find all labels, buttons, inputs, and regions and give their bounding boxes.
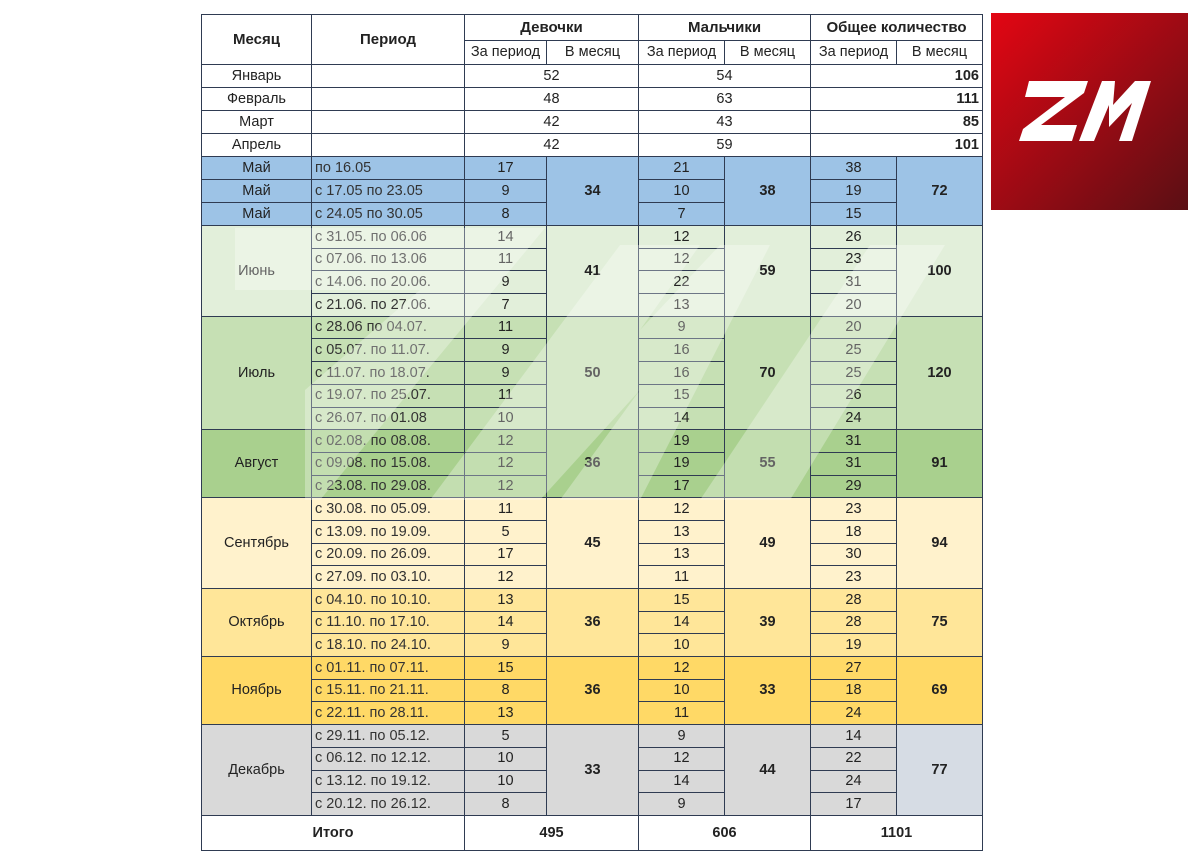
month-cell: Май (202, 203, 312, 226)
period-cell (312, 111, 465, 134)
month-cell: Февраль (202, 88, 312, 111)
boys-period-cell: 14 (639, 611, 725, 634)
girls-period-cell: 8 (465, 793, 547, 816)
girls-period-cell: 9 (465, 180, 547, 203)
total-period-cell: 20 (811, 294, 897, 317)
total-period-cell: 20 (811, 316, 897, 339)
girls-period-cell: 12 (465, 452, 547, 475)
table-row (202, 157, 983, 180)
boys-period-cell: 12 (639, 747, 725, 770)
boys-cell: 59 (639, 134, 811, 157)
boys-cell: 54 (639, 65, 811, 88)
period-cell: с 14.06. по 20.06. (312, 271, 465, 294)
period-cell: с 28.06 по 04.07. (312, 316, 465, 339)
period-cell: с 01.11. по 07.11. (312, 657, 465, 680)
total-cell: 85 (811, 111, 983, 134)
period-cell: с 21.06. по 27.06. (312, 294, 465, 317)
table-row (202, 134, 983, 157)
total-period-cell: 27 (811, 657, 897, 680)
total-period-cell: 23 (811, 566, 897, 589)
total-period-cell: 28 (811, 589, 897, 612)
boys-month-cell: 38 (725, 157, 811, 226)
boys-period-cell: 17 (639, 475, 725, 498)
header-girls: Девочки (465, 15, 639, 41)
girls-period-cell: 8 (465, 203, 547, 226)
table-row (202, 430, 983, 453)
period-cell: с 23.08. по 29.08. (312, 475, 465, 498)
month-cell: Октябрь (202, 589, 312, 657)
boys-period-cell: 14 (639, 770, 725, 793)
boys-period-cell: 13 (639, 294, 725, 317)
girls-period-cell: 17 (465, 157, 547, 180)
total-month-cell: 94 (897, 498, 983, 589)
girls-period-cell: 10 (465, 747, 547, 770)
girls-month-cell: 41 (547, 226, 639, 317)
month-cell: Сентябрь (202, 498, 312, 589)
month-cell: Май (202, 157, 312, 180)
girls-period-cell: 9 (465, 634, 547, 657)
period-cell: с 19.07. по 25.07. (312, 384, 465, 407)
period-cell: с 02.08. по 08.08. (312, 430, 465, 453)
girls-month-cell: 45 (547, 498, 639, 589)
total-period-cell: 22 (811, 747, 897, 770)
period-cell: с 11.07. по 18.07. (312, 362, 465, 385)
boys-period-cell: 15 (639, 384, 725, 407)
total-period-cell: 31 (811, 430, 897, 453)
girls-period-cell: 10 (465, 770, 547, 793)
boys-period-cell: 10 (639, 634, 725, 657)
total-period-cell: 25 (811, 362, 897, 385)
total-period-cell: 31 (811, 452, 897, 475)
header-period: Период (312, 15, 465, 65)
boys-period-cell: 9 (639, 725, 725, 748)
footer-girls: 495 (465, 815, 639, 850)
period-cell (312, 65, 465, 88)
period-cell: с 05.07. по 11.07. (312, 339, 465, 362)
table-row (202, 589, 983, 612)
period-cell: с 20.09. по 26.09. (312, 543, 465, 566)
total-cell: 106 (811, 65, 983, 88)
period-cell: с 26.07. по 01.08 (312, 407, 465, 430)
table-row (202, 226, 983, 249)
header-month: Месяц (202, 15, 312, 65)
girls-period-cell: 9 (465, 339, 547, 362)
period-cell: с 06.12. по 12.12. (312, 747, 465, 770)
total-period-cell: 23 (811, 248, 897, 271)
period-cell: с 17.05 по 23.05 (312, 180, 465, 203)
girls-period-cell: 13 (465, 589, 547, 612)
month-cell: Март (202, 111, 312, 134)
girls-period-cell: 17 (465, 543, 547, 566)
girls-cell: 42 (465, 111, 639, 134)
total-month-cell: 69 (897, 657, 983, 725)
boys-month-cell: 49 (725, 498, 811, 589)
girls-period-cell: 7 (465, 294, 547, 317)
boys-period-cell: 19 (639, 430, 725, 453)
girls-period-cell: 12 (465, 566, 547, 589)
total-month-cell: 75 (897, 589, 983, 657)
total-period-cell: 29 (811, 475, 897, 498)
girls-period-cell: 9 (465, 271, 547, 294)
girls-period-cell: 11 (465, 316, 547, 339)
boys-period-cell: 11 (639, 702, 725, 725)
total-period-cell: 17 (811, 793, 897, 816)
header-total-per-month: В месяц (897, 41, 983, 65)
attendance-table (201, 14, 983, 851)
girls-period-cell: 11 (465, 384, 547, 407)
girls-period-cell: 12 (465, 430, 547, 453)
total-cell: 101 (811, 134, 983, 157)
total-period-cell: 19 (811, 180, 897, 203)
boys-month-cell: 55 (725, 430, 811, 498)
boys-month-cell: 33 (725, 657, 811, 725)
girls-cell: 48 (465, 88, 639, 111)
zm-logo-icon (991, 13, 1188, 210)
girls-period-cell: 11 (465, 498, 547, 521)
header-total: Общее количество (811, 15, 983, 41)
period-cell: с 15.11. по 21.11. (312, 679, 465, 702)
girls-month-cell: 36 (547, 657, 639, 725)
girls-period-cell: 5 (465, 725, 547, 748)
boys-period-cell: 12 (639, 498, 725, 521)
total-period-cell: 24 (811, 407, 897, 430)
table-row (202, 88, 983, 111)
period-cell: с 04.10. по 10.10. (312, 589, 465, 612)
boys-period-cell: 10 (639, 679, 725, 702)
month-cell: Июнь (202, 226, 312, 317)
boys-month-cell: 70 (725, 316, 811, 429)
boys-period-cell: 12 (639, 657, 725, 680)
boys-period-cell: 16 (639, 339, 725, 362)
month-cell: Июль (202, 316, 312, 429)
boys-cell: 43 (639, 111, 811, 134)
total-period-cell: 31 (811, 271, 897, 294)
header-boys-per-month: В месяц (725, 41, 811, 65)
total-month-cell: 91 (897, 430, 983, 498)
total-period-cell: 19 (811, 634, 897, 657)
girls-period-cell: 5 (465, 520, 547, 543)
total-period-cell: 18 (811, 520, 897, 543)
total-period-cell: 24 (811, 770, 897, 793)
period-cell: с 29.11. по 05.12. (312, 725, 465, 748)
boys-period-cell: 14 (639, 407, 725, 430)
boys-period-cell: 9 (639, 316, 725, 339)
month-cell: Декабрь (202, 725, 312, 816)
period-cell: с 13.09. по 19.09. (312, 520, 465, 543)
period-cell: по 16.05 (312, 157, 465, 180)
table-row (202, 725, 983, 748)
period-cell: с 30.08. по 05.09. (312, 498, 465, 521)
total-period-cell: 24 (811, 702, 897, 725)
boys-month-cell: 59 (725, 226, 811, 317)
header-girls-per-period: За период (465, 41, 547, 65)
total-month-cell: 77 (897, 725, 983, 816)
girls-period-cell: 15 (465, 657, 547, 680)
girls-month-cell: 50 (547, 316, 639, 429)
boys-period-cell: 7 (639, 203, 725, 226)
header-boys: Мальчики (639, 15, 811, 41)
table-row (202, 316, 983, 339)
total-month-cell: 72 (897, 157, 983, 226)
table-row (202, 657, 983, 680)
header-boys-per-period: За период (639, 41, 725, 65)
total-period-cell: 18 (811, 679, 897, 702)
girls-period-cell: 11 (465, 248, 547, 271)
girls-cell: 42 (465, 134, 639, 157)
period-cell: с 13.12. по 19.12. (312, 770, 465, 793)
total-period-cell: 23 (811, 498, 897, 521)
boys-period-cell: 10 (639, 180, 725, 203)
boys-period-cell: 11 (639, 566, 725, 589)
girls-period-cell: 10 (465, 407, 547, 430)
boys-period-cell: 16 (639, 362, 725, 385)
boys-month-cell: 44 (725, 725, 811, 816)
girls-month-cell: 36 (547, 430, 639, 498)
month-cell: Август (202, 430, 312, 498)
girls-cell: 52 (465, 65, 639, 88)
girls-period-cell: 12 (465, 475, 547, 498)
boys-period-cell: 9 (639, 793, 725, 816)
period-cell: с 07.06. по 13.06 (312, 248, 465, 271)
table-row (202, 498, 983, 521)
girls-period-cell: 14 (465, 226, 547, 249)
boys-period-cell: 22 (639, 271, 725, 294)
table-row (202, 111, 983, 134)
period-cell (312, 88, 465, 111)
header-total-per-period: За период (811, 41, 897, 65)
boys-period-cell: 12 (639, 248, 725, 271)
total-period-cell: 26 (811, 384, 897, 407)
boys-period-cell: 12 (639, 226, 725, 249)
total-cell: 111 (811, 88, 983, 111)
period-cell (312, 134, 465, 157)
total-period-cell: 26 (811, 226, 897, 249)
period-cell: с 20.12. по 26.12. (312, 793, 465, 816)
total-period-cell: 28 (811, 611, 897, 634)
period-cell: с 27.09. по 03.10. (312, 566, 465, 589)
total-period-cell: 38 (811, 157, 897, 180)
girls-month-cell: 33 (547, 725, 639, 816)
month-cell: Ноябрь (202, 657, 312, 725)
period-cell: с 24.05 по 30.05 (312, 203, 465, 226)
total-month-cell: 120 (897, 316, 983, 429)
boys-period-cell: 19 (639, 452, 725, 475)
footer-total: 1101 (811, 815, 983, 850)
girls-period-cell: 13 (465, 702, 547, 725)
month-cell: Апрель (202, 134, 312, 157)
header-girls-per-month: В месяц (547, 41, 639, 65)
month-cell: Январь (202, 65, 312, 88)
girls-month-cell: 34 (547, 157, 639, 226)
footer-label: Итого (202, 815, 465, 850)
total-period-cell: 14 (811, 725, 897, 748)
total-period-cell: 25 (811, 339, 897, 362)
girls-month-cell: 36 (547, 589, 639, 657)
period-cell: с 18.10. по 24.10. (312, 634, 465, 657)
girls-period-cell: 8 (465, 679, 547, 702)
total-period-cell: 15 (811, 203, 897, 226)
table-row (202, 65, 983, 88)
boys-period-cell: 21 (639, 157, 725, 180)
girls-period-cell: 9 (465, 362, 547, 385)
footer-boys: 606 (639, 815, 811, 850)
period-cell: с 31.05. по 06.06 (312, 226, 465, 249)
total-month-cell: 100 (897, 226, 983, 317)
boys-month-cell: 39 (725, 589, 811, 657)
boys-cell: 63 (639, 88, 811, 111)
boys-period-cell: 13 (639, 543, 725, 566)
period-cell: с 11.10. по 17.10. (312, 611, 465, 634)
boys-period-cell: 15 (639, 589, 725, 612)
period-cell: с 09.08. по 15.08. (312, 452, 465, 475)
boys-period-cell: 13 (639, 520, 725, 543)
month-cell: Май (202, 180, 312, 203)
period-cell: с 22.11. по 28.11. (312, 702, 465, 725)
total-period-cell: 30 (811, 543, 897, 566)
girls-period-cell: 14 (465, 611, 547, 634)
